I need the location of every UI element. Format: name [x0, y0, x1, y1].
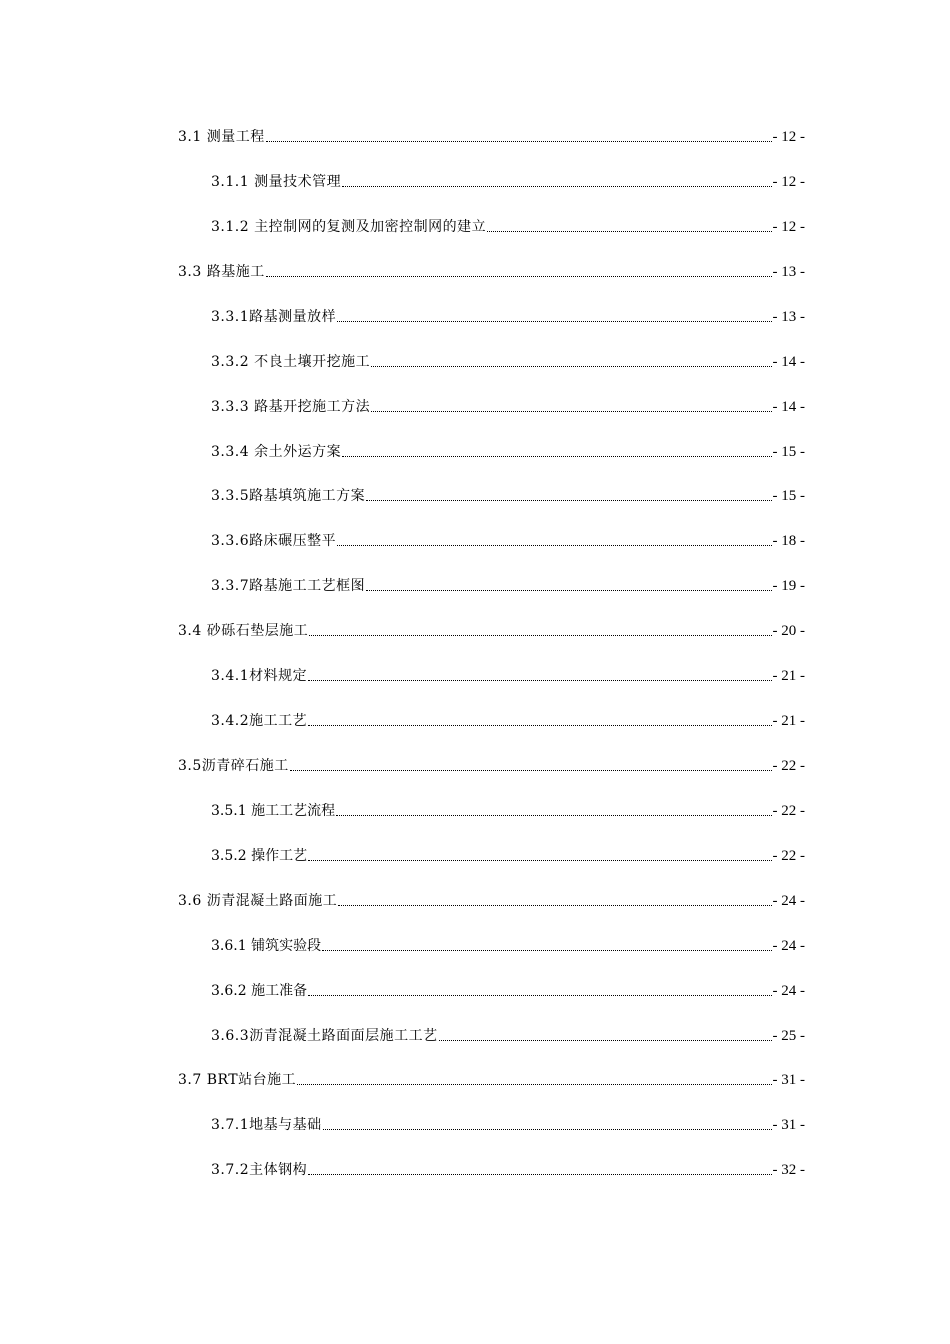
toc-entry-label: 3.3.4 余土外运方案 [211, 444, 342, 460]
toc-entry-page: - 19 - [772, 578, 805, 594]
toc-leader-dots [371, 410, 771, 412]
toc-entry-3-6-1[interactable] [211, 933, 805, 955]
toc-leader-dots [371, 365, 771, 367]
toc-entry-page: - 21 - [772, 668, 805, 684]
toc-entry-label: 3.5.2 操作工艺 [211, 848, 308, 864]
toc-entry-label: 3.1.2 主控制网的复测及加密控制网的建立 [211, 219, 487, 235]
toc-entry-3-4-2[interactable] [211, 708, 805, 730]
toc-entry-3-4[interactable] [178, 618, 805, 640]
toc-entry-label: 3.3.6路床碾压整平 [211, 533, 337, 549]
toc-leader-dots [337, 544, 771, 546]
toc-entry-3-4-1[interactable] [211, 663, 805, 685]
toc-leader-dots [309, 634, 771, 636]
toc-entry-label: 3.5.1 施工工艺流程 [211, 803, 336, 819]
toc-entry-3-7-2[interactable] [211, 1157, 805, 1179]
toc-leader-dots [266, 275, 772, 277]
toc-entry-3-1-2[interactable] [211, 214, 805, 236]
toc-entry-3-3-7[interactable] [211, 573, 805, 595]
toc-entry-page: - 12 - [772, 219, 805, 235]
toc-entry-label: 3.3.7路基施工工艺框图 [211, 578, 366, 594]
toc-entry-3-3-5[interactable] [211, 483, 805, 505]
toc-leader-dots [323, 1128, 772, 1130]
toc-entry-page: - 31 - [772, 1072, 805, 1088]
toc-entry-page: - 24 - [772, 893, 805, 909]
toc-entry-page: - 20 - [772, 623, 805, 639]
toc-entry-page: - 12 - [772, 174, 805, 190]
toc-entry-3-3-2[interactable] [211, 349, 805, 371]
toc-entry-page: - 13 - [772, 264, 805, 280]
toc-entry-3-1-1[interactable] [211, 169, 805, 191]
toc-entry-label: 3.4.1材料规定 [211, 668, 308, 684]
toc-entry-page: - 14 - [772, 399, 805, 415]
toc-entry-label: 3.3 路基施工 [178, 264, 265, 280]
toc-leader-dots [308, 859, 771, 861]
toc-entry-3-7[interactable] [178, 1067, 805, 1089]
toc-entry-label: 3.7.2主体钢构 [211, 1162, 308, 1178]
toc-entry-3-6[interactable] [178, 888, 805, 910]
toc-entry-3-1[interactable] [178, 124, 805, 146]
toc-leader-dots [336, 814, 771, 816]
toc-entry-label: 3.4 砂砾石垫层施工 [178, 623, 309, 639]
toc-entry-page: - 32 - [772, 1162, 805, 1178]
toc-entry-page: - 21 - [772, 713, 805, 729]
toc-entry-page: - 25 - [772, 1028, 805, 1044]
toc-leader-dots [308, 994, 771, 996]
toc-entry-label: 3.4.2施工工艺 [211, 713, 308, 729]
toc-leader-dots [338, 904, 771, 906]
toc-entry-label: 3.5沥青碎石施工 [178, 758, 289, 774]
toc-entry-3-3-3[interactable] [211, 394, 805, 416]
toc-leader-dots [290, 769, 772, 771]
toc-leader-dots [297, 1083, 771, 1085]
toc-entry-label: 3.3.2 不良土壤开挖施工 [211, 354, 371, 370]
toc-leader-dots [308, 724, 771, 726]
toc-entry-page: - 24 - [772, 938, 805, 954]
toc-leader-dots [308, 679, 771, 681]
toc-entry-page: - 22 - [772, 848, 805, 864]
toc-leader-dots [366, 499, 771, 501]
toc-entry-label: 3.6.3沥青混凝土路面面层施工工艺 [211, 1028, 438, 1044]
toc-entry-label: 3.3.5路基填筑施工方案 [211, 488, 366, 504]
toc-entry-page: - 24 - [772, 983, 805, 999]
toc-entry-page: - 13 - [772, 309, 805, 325]
toc-entry-3-5-2[interactable] [211, 843, 805, 865]
toc-entry-page: - 12 - [772, 129, 805, 145]
toc-entry-3-3-1[interactable] [211, 304, 805, 326]
toc-leader-dots [439, 1039, 772, 1041]
toc-entry-label: 3.3.1路基测量放样 [211, 309, 337, 325]
toc-leader-dots [342, 455, 771, 457]
toc-entry-label: 3.3.3 路基开挖施工方法 [211, 399, 371, 415]
toc-entry-page: - 18 - [772, 533, 805, 549]
toc-entry-3-3-6[interactable] [211, 528, 805, 550]
toc-entry-page: - 15 - [772, 488, 805, 504]
toc-leader-dots [337, 320, 771, 322]
toc-leader-dots [308, 1173, 771, 1175]
toc-entry-label: 3.7.1地基与基础 [211, 1117, 322, 1133]
toc-entry-label: 3.7 BRT站台施工 [178, 1072, 297, 1088]
toc-entry-page: - 31 - [772, 1117, 805, 1133]
toc-leader-dots [342, 185, 771, 187]
toc-entry-page: - 22 - [772, 758, 805, 774]
toc-entry-3-3[interactable] [178, 259, 805, 281]
toc-leader-dots [487, 230, 771, 232]
toc-entry-label: 3.1 测量工程 [178, 129, 265, 145]
toc-leader-dots [322, 949, 771, 951]
toc-leader-dots [366, 589, 771, 591]
toc-entry-label: 3.1.1 测量技术管理 [211, 174, 342, 190]
toc-entry-3-5[interactable] [178, 753, 805, 775]
toc-entry-label: 3.6.1 铺筑实验段 [211, 938, 322, 954]
toc-entry-3-5-1[interactable] [211, 798, 805, 820]
toc-entry-label: 3.6.2 施工准备 [211, 983, 308, 999]
toc-entry-page: - 14 - [772, 354, 805, 370]
toc-entry-3-6-3[interactable] [211, 1023, 805, 1045]
toc-entry-3-3-4[interactable] [211, 439, 805, 461]
toc-leader-dots [266, 140, 772, 142]
toc-entry-3-7-1[interactable] [211, 1112, 805, 1134]
toc-entry-label: 3.6 沥青混凝土路面施工 [178, 893, 338, 909]
toc-entry-3-6-2[interactable] [211, 978, 805, 1000]
toc-entry-page: - 15 - [772, 444, 805, 460]
toc-entry-page: - 22 - [772, 803, 805, 819]
